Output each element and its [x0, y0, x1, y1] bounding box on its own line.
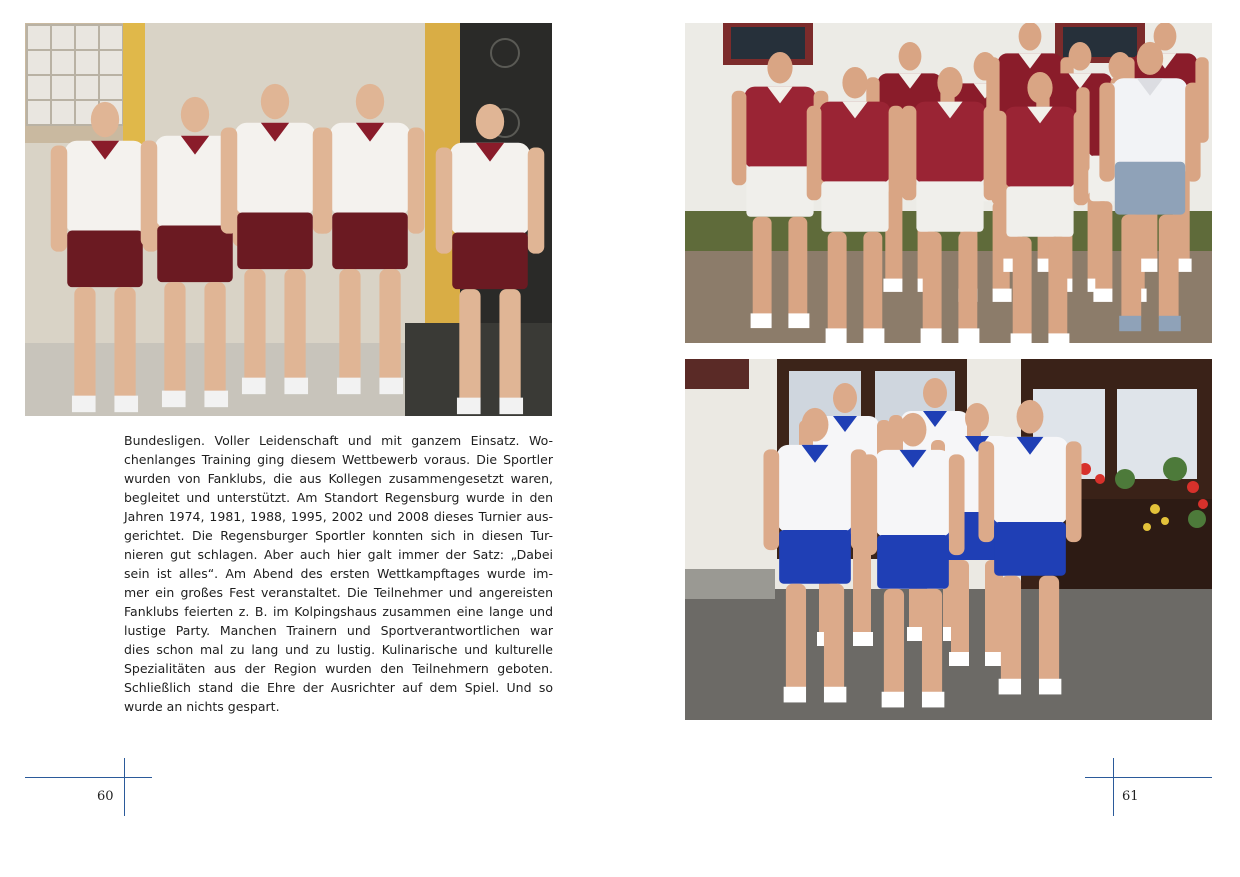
body-text-line: wurden von Fanklubs, die aus Kollegen zusammengesetzt waren,: [124, 471, 553, 486]
page-number-left: 60: [97, 789, 114, 804]
crop-mark-vertical-right: [1113, 758, 1114, 816]
body-text-line: sein ist alles“. Am Abend des ersten Wettkampftages wurde im-: [124, 566, 553, 581]
body-text-line: lustige Party. Manchen Trainern und Sportverantwortlichen war: [124, 623, 553, 638]
crop-mark-horizontal-right: [1085, 777, 1212, 778]
body-text-line: Bundesligen. Voller Leidenschaft und mit ganzem Einsatz. Wo-: [124, 433, 553, 448]
body-text-line: Jahren 1974, 1981, 1988, 1995, 2002 und 2008 dieses Turnier aus-: [124, 509, 553, 524]
photo-team-blue-white-jerseys: [685, 359, 1212, 720]
body-text-line: Spezialitäten aus der Region wurden den Teilnehmern geboten.: [124, 661, 553, 676]
crop-mark-vertical-left: [124, 758, 125, 816]
body-text-line: begleitet und unterstützt. Am Standort Regensburg wurde in den: [124, 490, 553, 505]
body-text-line: chenlanges Training ging diesem Wettbewerb voraus. Die Sportler: [124, 452, 553, 467]
body-text-line: mer ein großes Fest veranstaltet. Die Teilnehmer und angereisten: [124, 585, 553, 600]
crop-mark-horizontal-left: [25, 777, 152, 778]
body-text-line: dies schon mal zu lang und zu lustig. Kulinarische und kulturelle: [124, 642, 553, 657]
body-text-line: wurde an nichts gespart.: [124, 699, 280, 714]
body-text-line: Schließlich stand die Ehre der Ausrichter auf dem Spiel. Und so: [124, 680, 553, 695]
page-number-right: 61: [1122, 789, 1139, 804]
photo-team-white-maroon: [25, 23, 552, 416]
body-text: [124, 431, 553, 716]
body-text-line: gerichtet. Die Regensburger Sportler konnten sich in diesen Tur-: [124, 528, 553, 543]
photo-team-maroon-shirts: [685, 23, 1212, 343]
body-text-line: Fanklubs feierten z. B. im Kolpingshaus zusammen eine lange und: [124, 604, 553, 619]
body-text-line: nieren gut schlagen. Aber auch hier galt immer der Satz: „Dabei: [124, 547, 553, 562]
